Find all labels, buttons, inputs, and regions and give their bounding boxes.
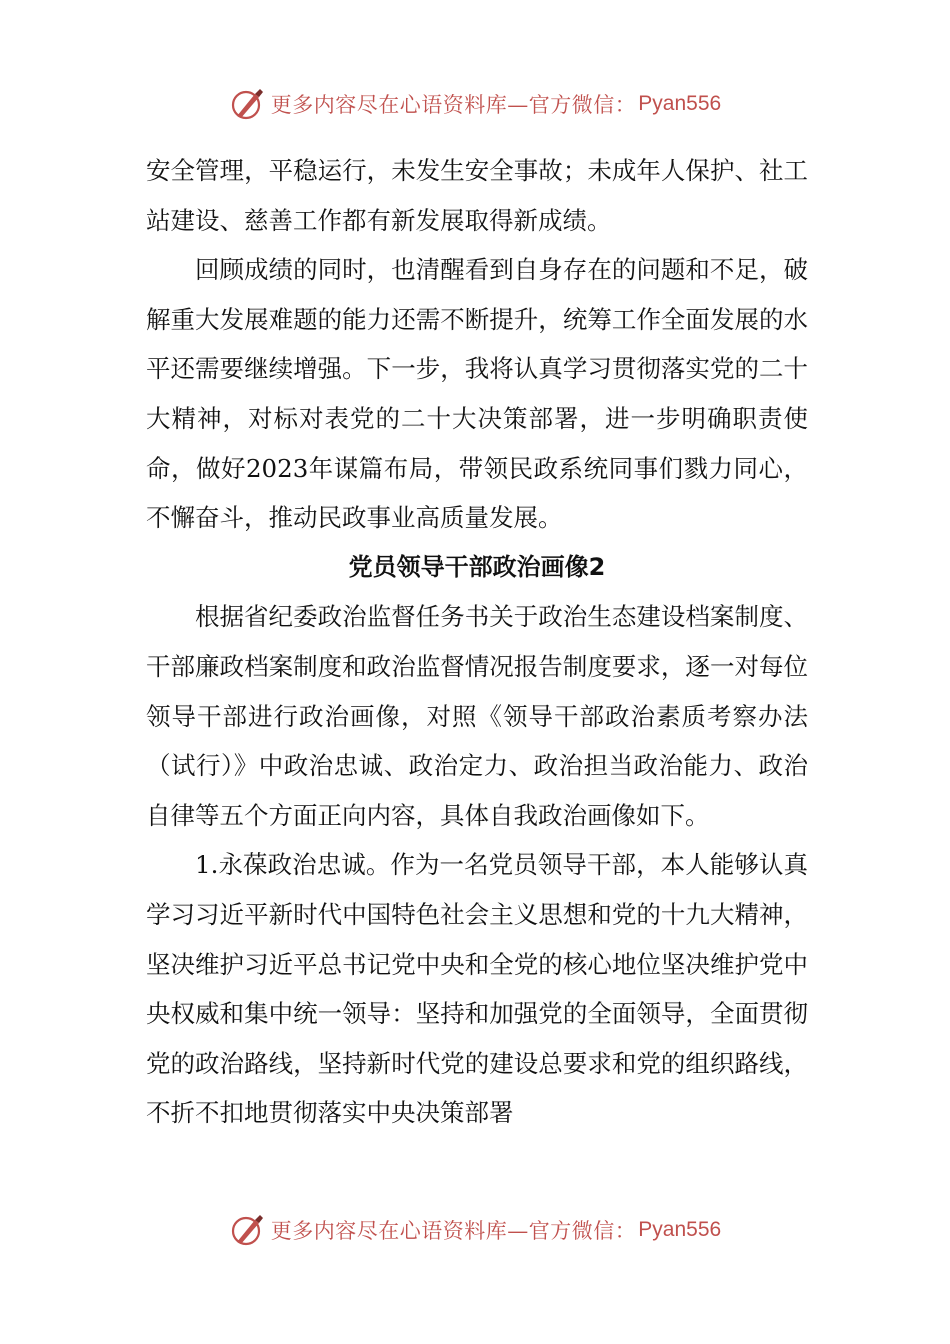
paragraph-3: 根据省纪委政治监督任务书关于政治生态建设档案制度、干部廉政档案制度和政治监督情况报告制度要求，逐一对每位领导干部进行政治画像，对照《领导干部政治素质考察办法（试行）》中政治忠诚、政治定力、政治担当政治能力、政治自律等五个方面正向内容，具体自我政治画像如下。 bbox=[146, 602, 808, 830]
paragraph-4: 1.永葆政治忠诚。作为一名党员领导干部，本人能够认真学习习近平新时代中国特色社会主义思想和党的十九大精神，坚决维护习近平总书记党中央和全党的核心地位坚决维护党中央权威和集中统一领导：坚持和加强党的全面领导，全面贯彻党的政治路线，坚持新时代党的建设总要求和党的组织路线，不折不扣地贯彻落实中央决策部署 bbox=[146, 850, 808, 1128]
footer-watermark-banner bbox=[0, 1210, 950, 1250]
banner-text: 更多内容尽在心语资料库—官方微信： bbox=[270, 1219, 637, 1243]
banner-wechat-id: Pyan556 bbox=[638, 92, 722, 115]
paragraph-1: 安全管理，平稳运行，未发生安全事故；未成年人保护、社工站建设、慈善工作都有新发展取得新成绩。 bbox=[146, 156, 808, 235]
section-heading: 党员领导干部政治画像2 bbox=[348, 552, 606, 581]
pen-logo-icon bbox=[229, 1212, 265, 1248]
banner-text: 更多内容尽在心语资料库—官方微信： bbox=[270, 93, 637, 117]
document-body bbox=[146, 146, 808, 1138]
banner-wechat-id: Pyan556 bbox=[638, 1218, 722, 1241]
paragraph-2: 回顾成绩的同时，也清醒看到自身存在的问题和不足，破解重大发展难题的能力还需不断提升，统筹工作全面发展的水平还需要继续增强。下一步，我将认真学习贯彻落实党的二十大精神，对标对表党的二十大决策部署，进一步明确职责使命，做好2023年谋篇布局，带领民政系统同事们戮力同心，不懈奋斗，推动民政事业高质量发展。 bbox=[146, 255, 808, 533]
header-watermark-banner bbox=[0, 84, 950, 124]
pen-logo-icon bbox=[229, 86, 265, 122]
